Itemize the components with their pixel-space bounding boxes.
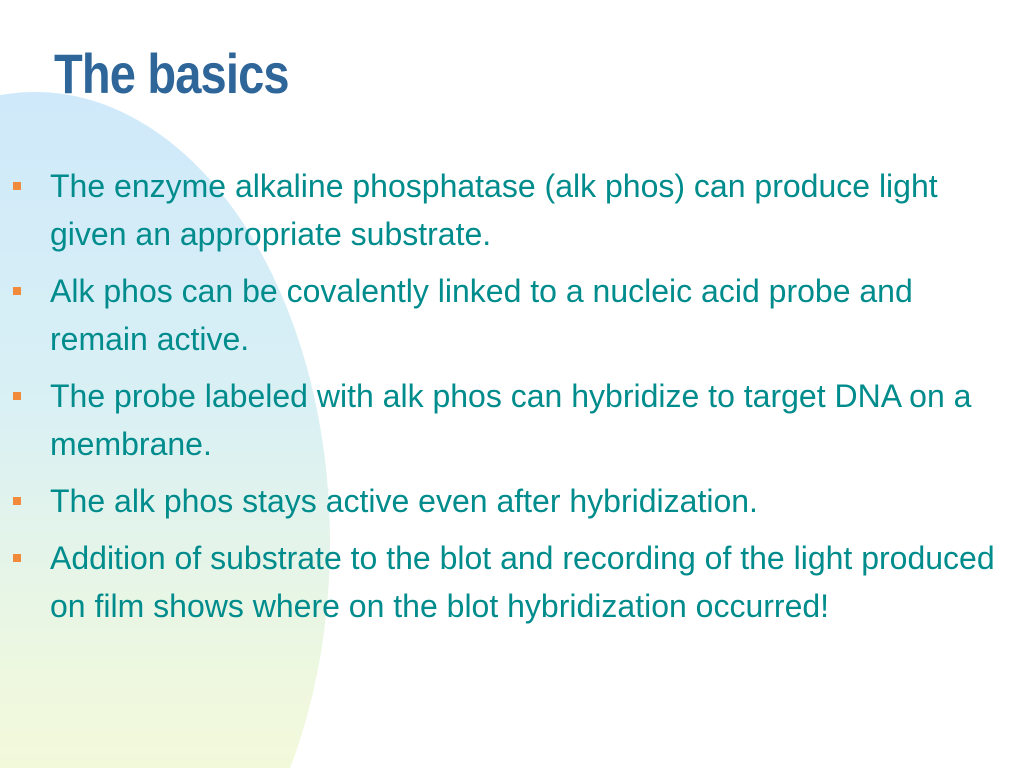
bullet-item xyxy=(50,372,1000,468)
bullet-item xyxy=(50,477,1000,525)
bullet-text: Addition of substrate to the blot and recording of the light produced on film shows where on the blot hybridization occurred! xyxy=(50,540,995,624)
bullet-item xyxy=(50,534,1000,630)
bullet-text: Alk phos can be covalently linked to a nucleic acid probe and remain active. xyxy=(50,273,913,357)
bullet-text: The alk phos stays active even after hybridization. xyxy=(50,483,758,519)
square-bullet-icon xyxy=(13,554,21,562)
square-bullet-icon xyxy=(13,497,21,505)
bullet-text: The probe labeled with alk phos can hybridize to target DNA on a membrane. xyxy=(50,378,972,462)
slide-title: The basics xyxy=(54,42,289,105)
square-bullet-icon xyxy=(13,392,21,400)
bullet-item xyxy=(50,162,1000,258)
bullet-text: The enzyme alkaline phosphatase (alk phos) can produce light given an appropriate substrate. xyxy=(50,168,938,252)
bullet-item xyxy=(50,267,1000,363)
bullet-list xyxy=(50,162,1000,639)
square-bullet-icon xyxy=(13,182,21,190)
square-bullet-icon xyxy=(13,287,21,295)
